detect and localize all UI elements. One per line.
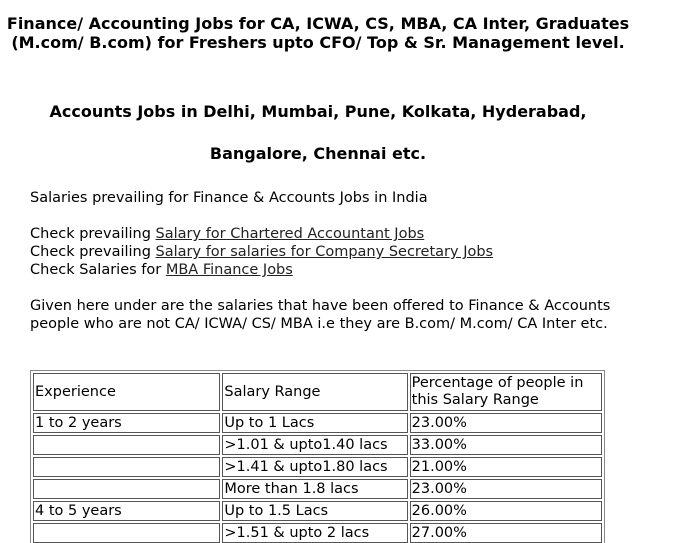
header-percentage: Percentage of people in this Salary Range: [410, 373, 602, 411]
table-row: [33, 413, 602, 433]
cell-percentage: 26.00%: [410, 501, 602, 521]
cell-salary-range: More than 1.8 lacs: [222, 479, 407, 499]
check-line-cs: [30, 243, 620, 261]
table-row: [33, 501, 602, 521]
cities-heading-line-1: Accounts Jobs in Delhi, Mumbai, Pune, Kolkata, Hyderabad,: [49, 102, 587, 121]
salaries-intro-text: Salaries prevailing for Finance & Accounts Jobs in India: [30, 190, 428, 206]
page-title: Finance/ Accounting Jobs for CA, ICWA, CS, MBA, CA Inter, Graduates (M.com/ B.com) for Freshers upto CFO/ Top & Sr. Management level.: [6, 14, 630, 52]
cell-salary-range: >1.41 & upto1.80 lacs: [222, 457, 407, 477]
table-row: [33, 523, 602, 543]
cell-salary-range: Up to 1 Lacs: [222, 413, 407, 433]
table-row: [33, 435, 602, 455]
cell-salary-range: Up to 1.5 Lacs: [222, 501, 407, 521]
cell-salary-range: >1.51 & upto 2 lacs: [222, 523, 407, 543]
table-row: [33, 457, 602, 477]
header-experience: Experience: [33, 373, 220, 411]
cell-percentage: 21.00%: [410, 457, 602, 477]
table-header-row: [33, 373, 602, 411]
table-row: [33, 479, 602, 499]
cell-percentage: 23.00%: [410, 413, 602, 433]
cell-experience: [33, 435, 220, 455]
check-line-mba: [30, 261, 620, 279]
given-description-text: Given here under are the salaries that have been offered to Finance & Accounts people who are not CA/ ICWA/ CS/ MBA i.e they are B.com/ M.com/ CA Inter etc.: [30, 298, 611, 332]
cell-salary-range: >1.01 & upto1.40 lacs: [222, 435, 407, 455]
check-line-ca: [30, 225, 620, 243]
check-line-prefix: Check prevailing: [30, 244, 156, 260]
header-salary-range: Salary Range: [222, 373, 407, 411]
cell-experience: [33, 457, 220, 477]
cs-salary-link[interactable]: Salary for salaries for Company Secretary Jobs: [155, 244, 494, 260]
check-line-prefix: Check prevailing: [30, 226, 156, 242]
cell-percentage: 27.00%: [410, 523, 602, 543]
cell-experience: 1 to 2 years: [33, 413, 220, 433]
cell-experience: [33, 479, 220, 499]
cities-heading-line-2: Bangalore, Chennai etc.: [209, 144, 427, 163]
ca-salary-link[interactable]: Salary for Chartered Accountant Jobs: [155, 226, 425, 242]
check-line-prefix: Check Salaries for: [30, 262, 166, 278]
mba-finance-link[interactable]: MBA Finance Jobs: [165, 262, 293, 278]
cell-experience: 4 to 5 years: [33, 501, 220, 521]
check-links-block: [30, 225, 620, 279]
cell-percentage: 33.00%: [410, 435, 602, 455]
cell-percentage: 23.00%: [410, 479, 602, 499]
cell-experience: [33, 523, 220, 543]
salary-table: [30, 370, 605, 543]
